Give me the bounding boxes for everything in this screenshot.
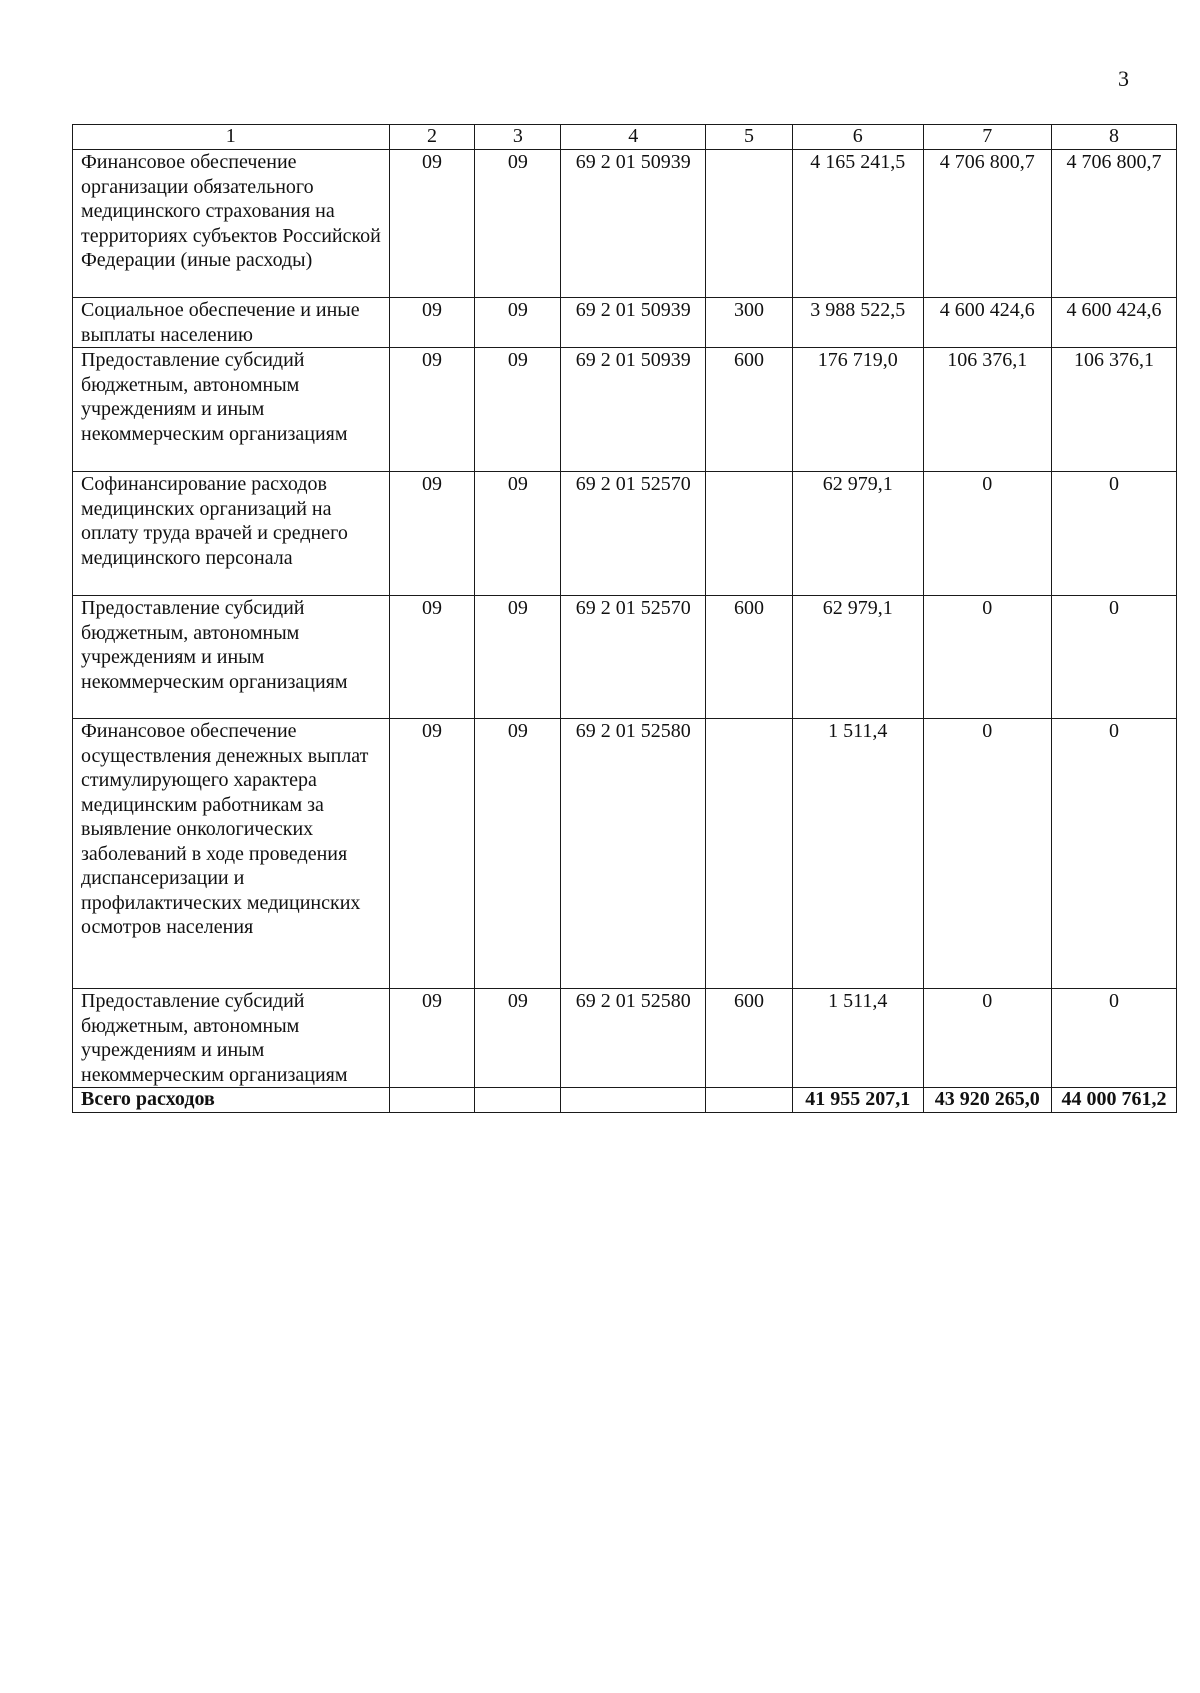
column-header: 8 [1051, 125, 1176, 150]
total-year2-cell: 43 920 265,0 [923, 1088, 1051, 1113]
expense-name-cell: Предоставление субсидий бюджетным, автономным учреждениям и иным некоммерческим организациям [73, 989, 390, 1088]
subsection-code-cell: 09 [475, 150, 561, 298]
amount-year3-cell: 0 [1051, 719, 1176, 989]
amount-year1-cell: 62 979,1 [793, 472, 924, 596]
empty-cell [475, 1088, 561, 1113]
column-header: 5 [706, 125, 793, 150]
section-code-cell: 09 [389, 596, 475, 719]
expense-name-cell: Социальное обеспечение и иные выплаты населению [73, 298, 390, 348]
table-header-row [73, 125, 1177, 150]
expense-type-cell: 600 [706, 348, 793, 472]
table-row [73, 348, 1177, 472]
expense-type-cell [706, 719, 793, 989]
total-row [73, 1088, 1177, 1113]
subsection-code-cell: 09 [475, 298, 561, 348]
amount-year3-cell: 0 [1051, 596, 1176, 719]
expense-name-cell: Финансовое обеспечение осуществления денежных выплат стимулирующего характера медицинским работникам за выявление онкологических заболеваний в ходе проведения диспансеризации и профилактических медицинских осмотров населения [73, 719, 390, 989]
subsection-code-cell: 09 [475, 989, 561, 1088]
amount-year2-cell: 0 [923, 596, 1051, 719]
section-code-cell: 09 [389, 472, 475, 596]
column-header: 3 [475, 125, 561, 150]
amount-year1-cell: 176 719,0 [793, 348, 924, 472]
amount-year1-cell: 1 511,4 [793, 719, 924, 989]
amount-year1-cell: 1 511,4 [793, 989, 924, 1088]
section-code-cell: 09 [389, 719, 475, 989]
amount-year2-cell: 4 600 424,6 [923, 298, 1051, 348]
expense-type-cell [706, 472, 793, 596]
table-row [73, 298, 1177, 348]
expense-type-cell: 600 [706, 989, 793, 1088]
column-header: 6 [793, 125, 924, 150]
column-header: 4 [561, 125, 706, 150]
expense-name-cell: Софинансирование расходов медицинских организаций на оплату труда врачей и среднего медицинского персонала [73, 472, 390, 596]
amount-year2-cell: 0 [923, 989, 1051, 1088]
target-article-cell: 69 2 01 52570 [561, 596, 706, 719]
amount-year2-cell: 106 376,1 [923, 348, 1051, 472]
budget-table [72, 124, 1177, 1113]
table-row [73, 719, 1177, 989]
table-row [73, 150, 1177, 298]
amount-year3-cell: 106 376,1 [1051, 348, 1176, 472]
target-article-cell: 69 2 01 52580 [561, 719, 706, 989]
empty-cell [706, 1088, 793, 1113]
amount-year1-cell: 3 988 522,5 [793, 298, 924, 348]
expense-type-cell: 600 [706, 596, 793, 719]
target-article-cell: 69 2 01 52580 [561, 989, 706, 1088]
expense-name-cell: Предоставление субсидий бюджетным, автономным учреждениям и иным некоммерческим организациям [73, 596, 390, 719]
target-article-cell: 69 2 01 50939 [561, 298, 706, 348]
amount-year1-cell: 62 979,1 [793, 596, 924, 719]
target-article-cell: 69 2 01 50939 [561, 348, 706, 472]
table-row [73, 472, 1177, 596]
amount-year1-cell: 4 165 241,5 [793, 150, 924, 298]
column-header: 1 [73, 125, 390, 150]
section-code-cell: 09 [389, 348, 475, 472]
amount-year2-cell: 0 [923, 472, 1051, 596]
empty-cell [389, 1088, 475, 1113]
amount-year3-cell: 4 706 800,7 [1051, 150, 1176, 298]
section-code-cell: 09 [389, 989, 475, 1088]
expense-type-cell: 300 [706, 298, 793, 348]
subsection-code-cell: 09 [475, 472, 561, 596]
section-code-cell: 09 [389, 150, 475, 298]
table-row [73, 596, 1177, 719]
total-year3-cell: 44 000 761,2 [1051, 1088, 1176, 1113]
expense-name-cell: Предоставление субсидий бюджетным, автономным учреждениям и иным некоммерческим организациям [73, 348, 390, 472]
amount-year2-cell: 0 [923, 719, 1051, 989]
total-year1-cell: 41 955 207,1 [793, 1088, 924, 1113]
subsection-code-cell: 09 [475, 719, 561, 989]
subsection-code-cell: 09 [475, 348, 561, 472]
subsection-code-cell: 09 [475, 596, 561, 719]
amount-year3-cell: 0 [1051, 989, 1176, 1088]
table-row [73, 989, 1177, 1088]
column-header: 2 [389, 125, 475, 150]
page-number: 3 [1118, 66, 1129, 91]
expense-type-cell [706, 150, 793, 298]
expense-name-cell: Финансовое обеспечение организации обязательного медицинского страхования на территориях субъектов Российской Федерации (иные расходы) [73, 150, 390, 298]
amount-year3-cell: 4 600 424,6 [1051, 298, 1176, 348]
amount-year2-cell: 4 706 800,7 [923, 150, 1051, 298]
empty-cell [561, 1088, 706, 1113]
total-label: Всего расходов [73, 1088, 390, 1113]
section-code-cell: 09 [389, 298, 475, 348]
amount-year3-cell: 0 [1051, 472, 1176, 596]
target-article-cell: 69 2 01 50939 [561, 150, 706, 298]
column-header: 7 [923, 125, 1051, 150]
target-article-cell: 69 2 01 52570 [561, 472, 706, 596]
